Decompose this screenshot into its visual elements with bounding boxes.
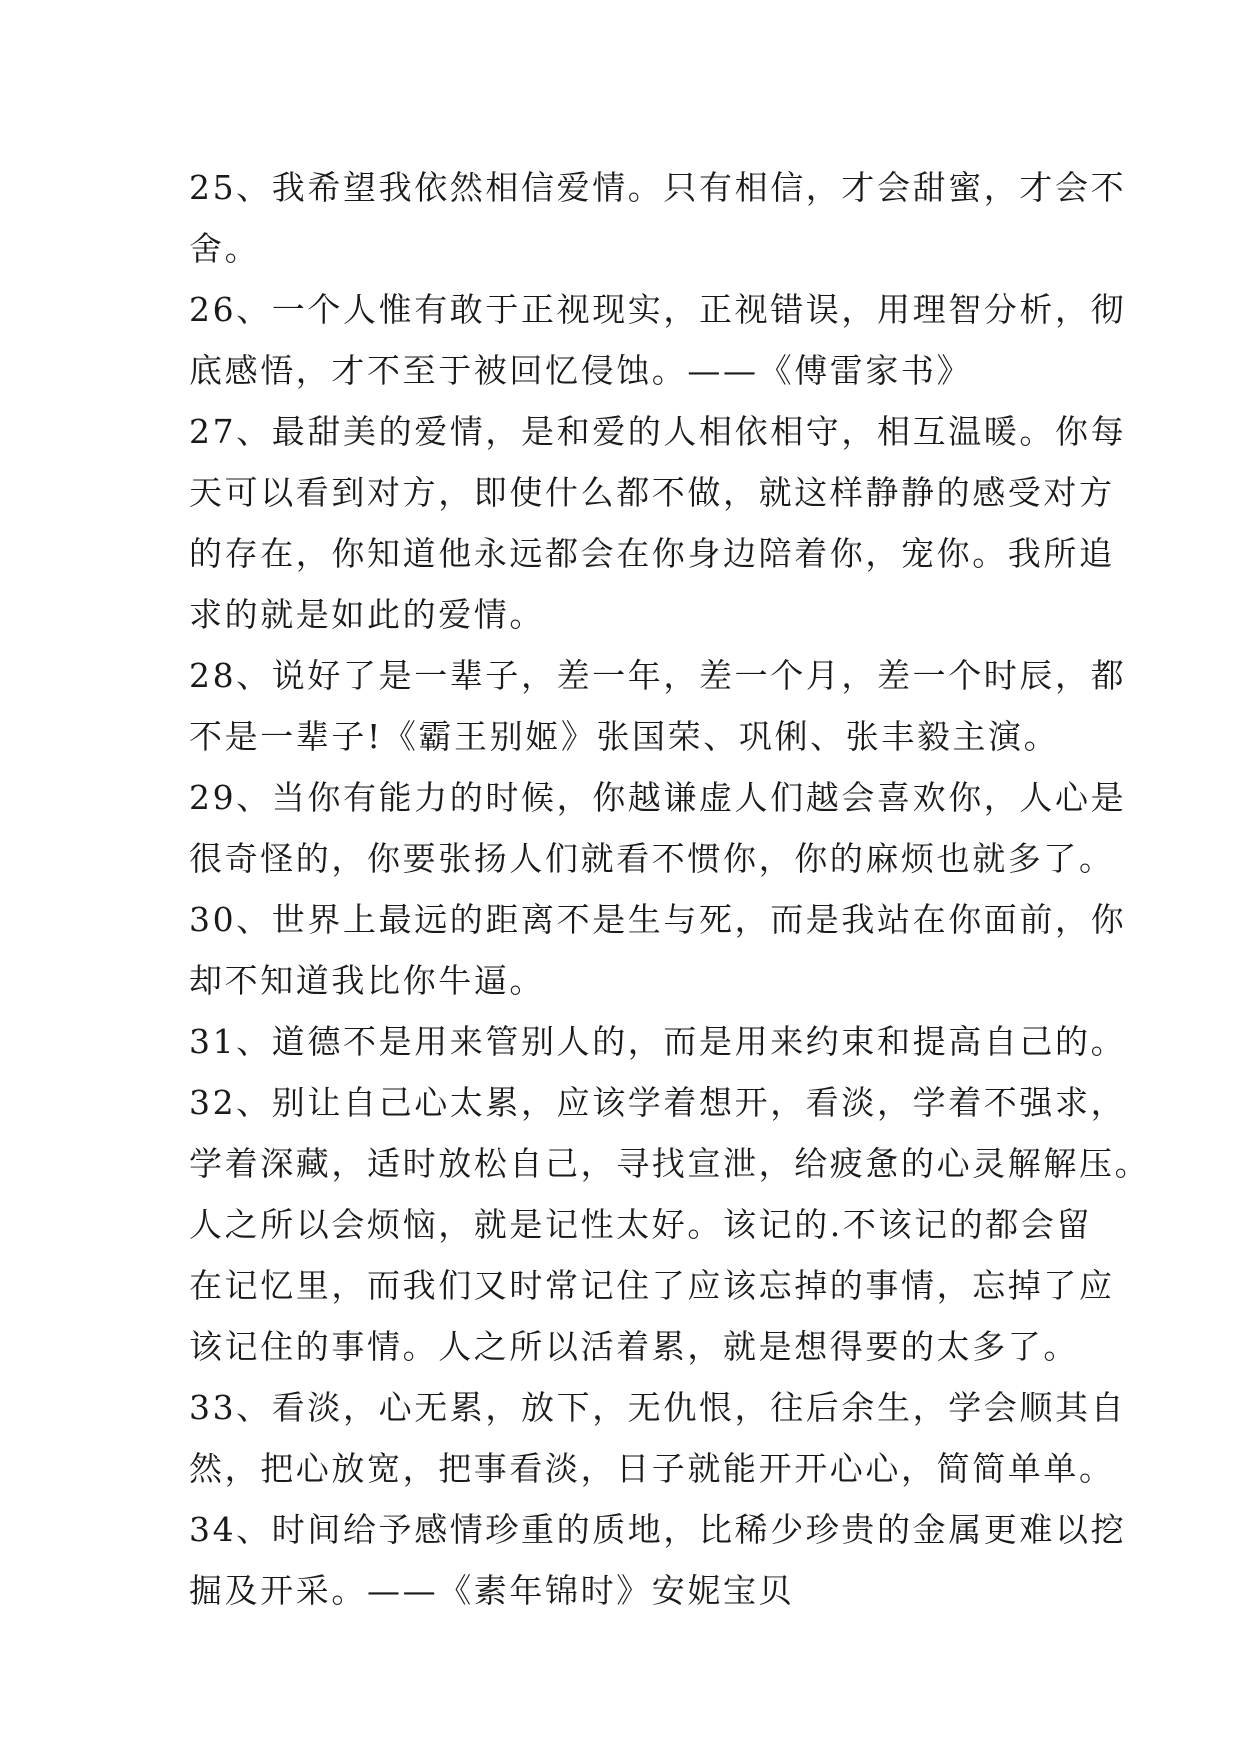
text-line: 很奇怪的，你要张扬人们就看不惯你，你的麻烦也就多了。: [189, 839, 1115, 878]
text-line: 在记忆里，而我们又时常记住了应该忘掉的事情，忘掉了应: [189, 1266, 1115, 1305]
text-line: 却不知道我比你牛逼。: [189, 961, 545, 1000]
text-line: 27、最甜美的爱情，是和爱的人相依相守，相互温暖。你每: [189, 412, 1127, 451]
text-line: 30、世界上最远的距离不是生与死，而是我站在你面前，你: [189, 900, 1127, 939]
text-line: 底感悟，才不至于被回忆侵蚀。——《傅雷家书》: [189, 351, 973, 390]
text-line: 该记住的事情。人之所以活着累，就是想得要的太多了。: [189, 1327, 1079, 1366]
text-line: 26、一个人惟有敢于正视现实，正视错误，用理智分析，彻: [189, 290, 1127, 329]
text-line: 学着深藏，适时放松自己，寻找宣泄，给疲惫的心灵解解压。: [189, 1144, 1151, 1183]
text-line: 28、说好了是一辈子，差一年，差一个月，差一个时辰，都: [189, 656, 1127, 695]
text-line: 天可以看到对方，即使什么都不做，就这样静静的感受对方: [189, 473, 1115, 512]
text-line: 的存在，你知道他永远都会在你身边陪着你，宠你。我所追: [189, 534, 1115, 573]
text-line: 29、当你有能力的时候，你越谦虚人们越会喜欢你，人心是: [189, 778, 1127, 817]
text-line: 不是一辈子!《霸王别姬》张国荣、巩俐、张丰毅主演。: [189, 717, 1060, 756]
text-line: 33、看淡，心无累，放下，无仇恨，往后余生，学会顺其自: [189, 1388, 1127, 1427]
text-line: 25、我希望我依然相信爱情。只有相信，才会甜蜜，才会不: [189, 168, 1127, 207]
document-body: [189, 157, 1151, 1621]
text-line: 人之所以会烦恼，就是记性太好。该记的.不该记的都会留: [189, 1205, 1093, 1244]
text-line: 然，把心放宽，把事看淡，日子就能开开心心，简简单单。: [189, 1449, 1115, 1488]
text-line: 34、时间给予感情珍重的质地，比稀少珍贵的金属更难以挖: [189, 1510, 1127, 1549]
text-line: 舍。: [189, 229, 261, 268]
text-line: 32、别让自己心太累，应该学着想开，看淡，学着不强求，: [189, 1083, 1127, 1122]
text-line: 掘及开采。——《素年锦时》安妮宝贝: [189, 1571, 795, 1610]
text-line: 求的就是如此的爱情。: [189, 595, 545, 634]
text-line: 31、道德不是用来管别人的，而是用来约束和提高自己的。: [189, 1022, 1127, 1061]
